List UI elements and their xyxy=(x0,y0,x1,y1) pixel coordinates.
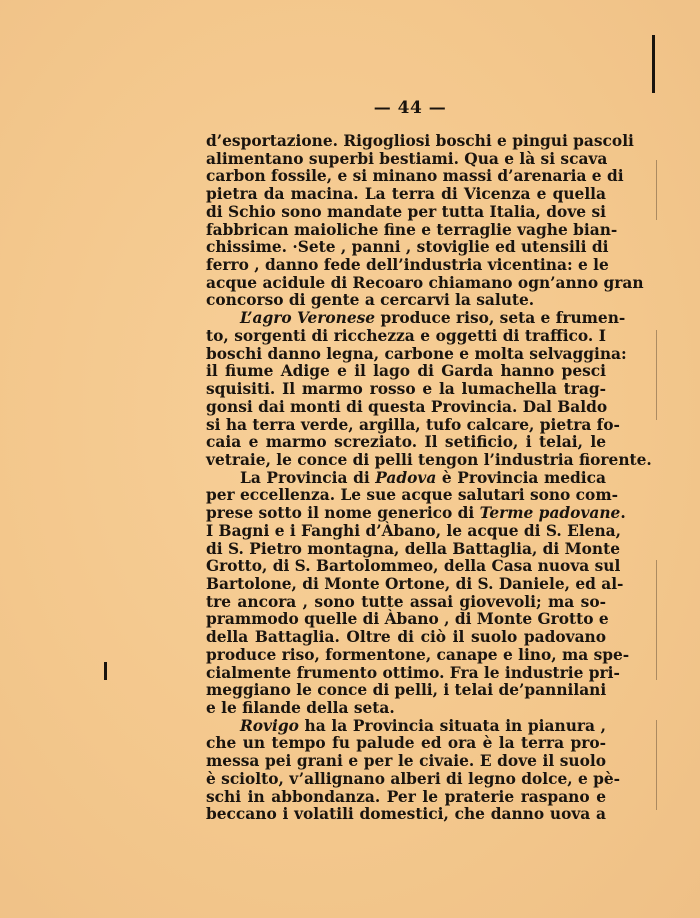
page-number: — 44 — xyxy=(373,98,447,118)
body-text xyxy=(206,132,652,824)
text-line: si ha terra verde, argilla, tufo calcare, pietra fo- xyxy=(206,415,620,434)
text-line: concorso di gente a cercarvi la salute. xyxy=(206,291,535,310)
margin-ink-mark xyxy=(104,662,107,680)
text-line: to, sorgenti di ricchezza e oggetti di traffico. I xyxy=(206,326,606,345)
text-line: fabbrican maioliche fine e terraglie vaghe bian- xyxy=(206,220,618,239)
edge-rule-mark xyxy=(652,35,655,93)
text-line: squisiti. Il marmo rosso e la lumachella trag- xyxy=(206,380,606,399)
text-line: meggiano le conce di pelli, i telai de’pannilani xyxy=(206,681,607,700)
text-line: Bartolone, di Monte Ortone, di S. Daniele, ed al- xyxy=(206,574,624,593)
text-line: acque acidule di Recoaro chiamano ogn’anno gran xyxy=(206,273,644,292)
text-line: tre ancora , sono tutte assai giovevoli; ma so- xyxy=(206,592,606,611)
edge-faint-mark-2 xyxy=(656,330,657,420)
text-line: vetraie, le conce di pelli tengon l’industria fiorente. xyxy=(206,450,652,469)
text-line: L’agro Veronese produce riso, seta e frumen- xyxy=(240,309,626,328)
text-line: e le filande della seta. xyxy=(206,699,395,717)
text-line: gonsi dai monti di questa Provincia. Dal Baldo xyxy=(206,397,608,416)
text-line: I Bagni e i Fanghi d’Àbano, le acque di S. Elena, xyxy=(206,521,621,540)
text-line: di Schio sono mandate per tutta Italia, dove si xyxy=(206,202,606,221)
text-line: per eccellenza. Le sue acque salutari sono com- xyxy=(206,486,618,505)
text-line: di S. Pietro montagna, della Battaglia, di Monte xyxy=(206,539,621,558)
text-line: carbon fossile, e si minano massi d’arenaria e di xyxy=(206,167,624,186)
edge-faint-mark-3 xyxy=(656,560,657,680)
text-line: produce riso, formentone, canape e lino, ma spe- xyxy=(206,645,630,664)
text-line: beccano i volatili domestici, che danno uova a xyxy=(206,805,606,824)
text-line: prese sotto il nome generico di Terme padovane. xyxy=(206,504,626,523)
text-line: alimentano superbi bestiami. Qua e là si scava xyxy=(206,149,608,168)
text-line: schi in abbondanza. Per le praterie raspano e xyxy=(206,787,606,806)
text-line: d’esportazione. Rigogliosi boschi e pingui pascoli xyxy=(206,132,634,150)
text-line: è sciolto, v’allignano alberi di legno dolce, e pè- xyxy=(206,769,621,788)
edge-faint-mark-4 xyxy=(656,720,657,810)
text-line: prammodo quelle di Àbano , di Monte Grotto e xyxy=(206,610,609,629)
text-line: La Provincia di Padova è Provincia medica xyxy=(240,468,606,487)
text-line: della Battaglia. Oltre di ciò il suolo padovano xyxy=(206,628,606,647)
text-line: il fiume Adige e il lago di Garda hanno pesci xyxy=(206,362,606,381)
text-line: che un tempo fu palude ed ora è la terra pro- xyxy=(206,734,606,753)
edge-faint-mark-1 xyxy=(656,160,657,220)
text-line: chissime. ·Sete , panni , stoviglie ed utensili di xyxy=(206,238,609,257)
text-line: Rovigo ha la Provincia situata in pianura , xyxy=(240,716,606,735)
text-line: Grotto, di S. Bartolommeo, della Casa nuova sul xyxy=(206,557,621,576)
text-line: ferro , danno fede dell’industria vicentina: e le xyxy=(206,256,609,275)
text-line: caia e marmo screziato. Il setificio, i telai, le xyxy=(206,433,606,452)
text-line: cialmente frumento ottimo. Fra le industrie pri- xyxy=(206,663,620,682)
text-line: boschi danno legna, carbone e molta selvaggina: xyxy=(206,344,627,363)
text-line: messa pei grani e per le civaie. E dove il suolo xyxy=(206,752,606,771)
text-line: pietra da macina. La terra di Vicenza e quella xyxy=(206,185,606,204)
